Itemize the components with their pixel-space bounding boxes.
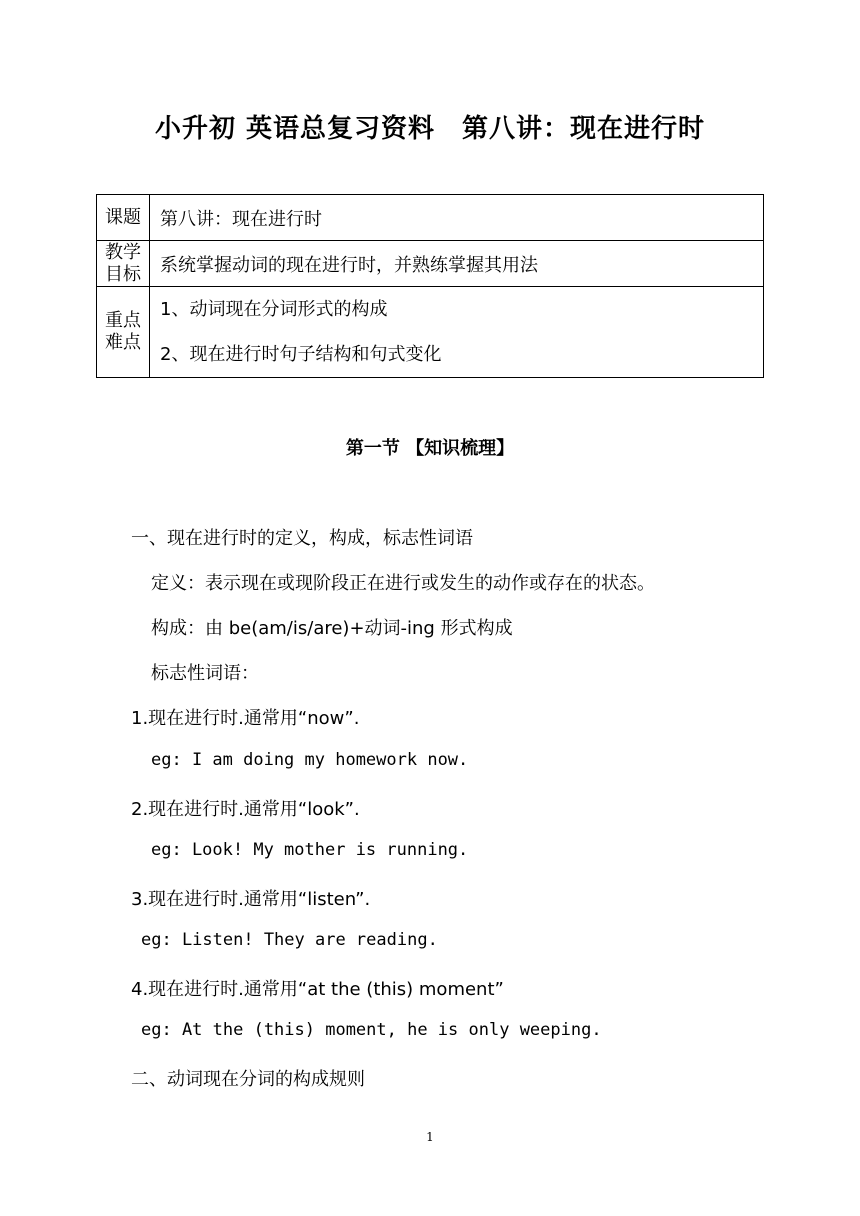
lesson-info-table bbox=[96, 194, 764, 378]
definition-text: 定义：表示现在或现阶段正在进行或发生的动作或存在的状态。 bbox=[151, 573, 655, 594]
key-points bbox=[150, 287, 764, 378]
rule-1: 1.现在进行时.通常用“now”. bbox=[131, 708, 360, 729]
rule-2: 2.现在进行时.通常用“look”. bbox=[131, 799, 360, 820]
goal-value: 系统掌握动词的现在进行时，并熟练掌握其用法 bbox=[150, 241, 764, 287]
document-title: 小升初 英语总复习资料 第八讲：现在进行时 bbox=[154, 114, 706, 144]
goal-label-line-2: 目标 bbox=[105, 263, 141, 285]
key-point-1: 1、动词现在分词形式的构成 bbox=[160, 299, 388, 320]
composition-text: 构成：由 be(am/is/are)+动词-ing 形式构成 bbox=[151, 618, 513, 639]
markers-label: 标志性词语： bbox=[151, 663, 259, 684]
heading-2: 二、动词现在分词的构成规则 bbox=[131, 1069, 365, 1090]
example-2: eg: Look! My mother is running. bbox=[151, 840, 469, 860]
section-heading: 第一节 【知识梳理】 bbox=[345, 438, 515, 459]
heading-1: 一、现在进行时的定义，构成，标志性词语 bbox=[131, 528, 473, 549]
topic-value: 第八讲：现在进行时 bbox=[150, 195, 764, 241]
key-point-2: 2、现在进行时句子结构和句式变化 bbox=[160, 344, 442, 365]
rule-4: 4.现在进行时.通常用“at the (this) moment” bbox=[131, 979, 504, 1000]
table-row bbox=[97, 241, 764, 287]
example-1: eg: I am doing my homework now. bbox=[151, 750, 469, 770]
example-4: eg: At the (this) moment, he is only weeping. bbox=[141, 1020, 602, 1040]
table-row bbox=[97, 287, 764, 378]
table-row bbox=[97, 195, 764, 241]
goal-label-line-1: 教学 bbox=[105, 241, 141, 263]
key-label-line-1: 重点 bbox=[105, 310, 141, 331]
topic-label: 课题 bbox=[97, 195, 150, 241]
example-3: eg: Listen! They are reading. bbox=[141, 930, 438, 950]
key-label bbox=[97, 287, 150, 378]
goal-label bbox=[97, 241, 150, 287]
page-number: 1 bbox=[426, 1130, 434, 1144]
key-label-line-2: 难点 bbox=[105, 332, 141, 353]
rule-3: 3.现在进行时.通常用“listen”. bbox=[131, 889, 371, 910]
